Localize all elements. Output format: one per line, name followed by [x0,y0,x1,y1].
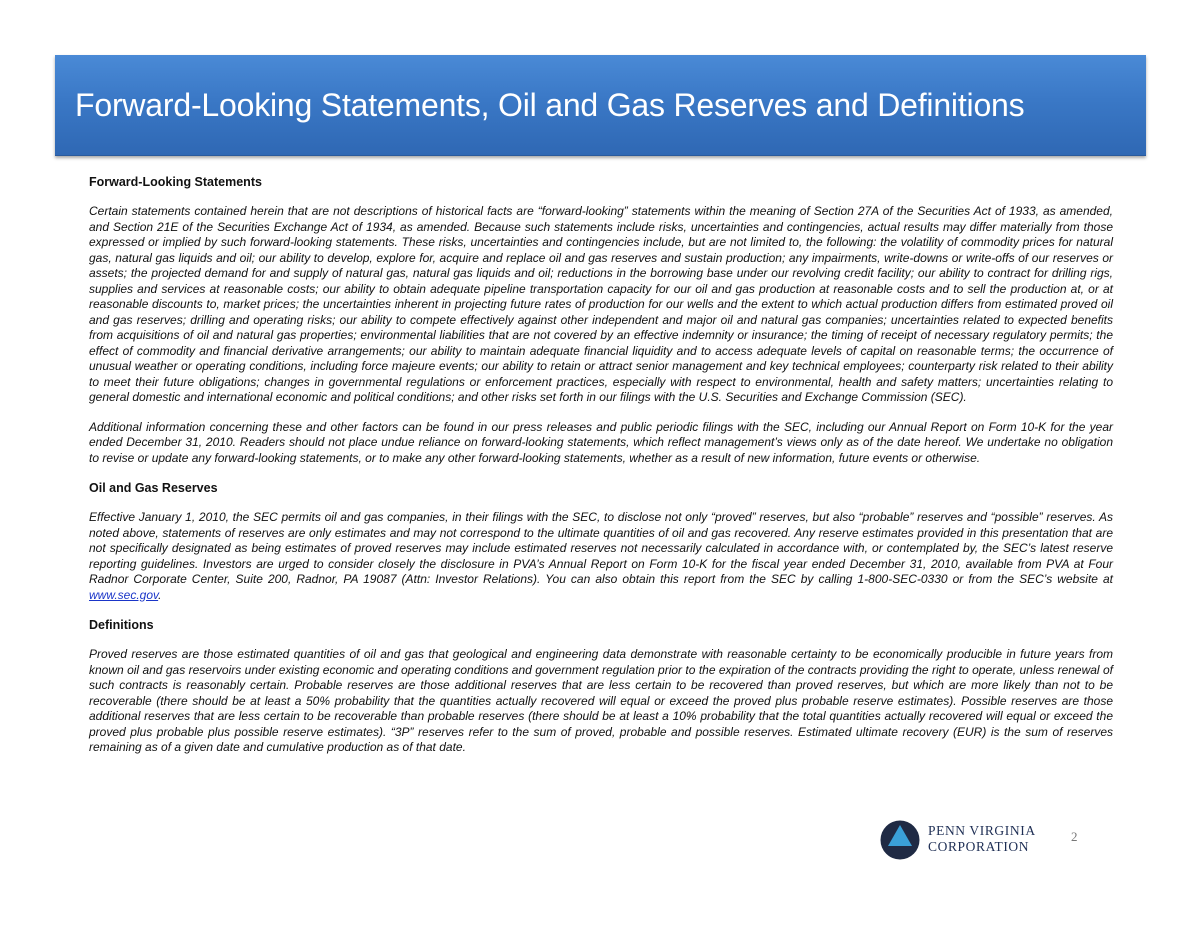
sec-website-link[interactable]: www.sec.gov [89,587,159,602]
reserves-paragraph-end: . [158,587,162,602]
penn-virginia-logo-icon [880,820,920,860]
forward-looking-paragraph-1: Certain statements contained herein that are not descriptions of historical facts are “forward-looking” statements within the meaning of Section 27A of the Securities Act of 1933, as amended, and Section 21E of the Securities Exchange Act of 1934, as amended. Because such statements include risks, uncertainties and contingencies, actual results may differ materially from those expressed or implied by such forward-looking statements. These risks, uncertainties and contingencies include, but are not limited to, the following: the volatility of commodity prices for natural gas, natural gas liquids and oil; our ability to develop, explore for, acquire and replace oil and gas reserves and sustain production; any impairments, write-downs or write-offs of our reserves or assets; the projected demand for and supply of natural gas, natural gas liquids and oil; reductions in the borrowing base under our revolving credit facility; our ability to contract for drilling rigs, supplies and services at reasonable costs; our ability to obtain adequate pipeline transportation capacity for our oil and gas production at reasonable costs and to sell the production at, or at reasonable discounts to, market prices; the uncertainties inherent in projecting future rates of production for our wells and the extent to which actual production differs from estimated proved oil and gas reserves; drilling and operating risks; our ability to compete effectively against other independent and major oil and natural gas companies; uncertainties related to expected benefits from acquisitions of oil and natural gas properties; environmental liabilities that are not covered by an effective indemnity or insurance; the timing of receipt of necessary regulatory permits; the effect of commodity and financial derivative arrangements; our ability to maintain adequate financial liquidity and to access adequate levels of capital on reasonable terms; the occurrence of unusual weather or operating conditions, including force majeure events; our ability to retain or attract senior management and key technical employees; counterparty risk related to their ability to meet their future obligations; changes in governmental regulations or enforcement practices, especially with respect to environmental, health and safety matters; uncertainties relating to general domestic and international economic and political conditions; and other risks set forth in our filings with the U.S. Securities and Exchange Commission (SEC). [89,204,1113,404]
section-heading-forward-looking: Forward-Looking Statements [89,175,262,189]
title-banner [55,55,1146,156]
forward-looking-paragraph-2: Additional information concerning these and other factors can be found in our press releases and public periodic filings with the SEC, including our Annual Report on Form 10-K for the year ended December 31, 2010. Readers should not place undue reliance on forward-looking statements, which reflect management’s views only as of the date hereof. We undertake no obligation to revise or update any forward-looking statements, or to make any other forward-looking statements, whether as a result of new information, future events or otherwise. [89,419,1113,465]
reserves-paragraph-text: Effective January 1, 2010, the SEC permits oil and gas companies, in their filings with the SEC, to disclose not only “proved” reserves, but also “probable” reserves and “possible” reserves. As noted above, statements of reserves are only estimates and may not correspond to the ultimate quantities of oil and gas recovered. Any reserve estimates provided in this presentation that are not specifically designated as being estimates of proved reserves may include estimated reserves not necessarily calculated in accordance with, or contemplated by, the SEC’s latest reserve reporting guidelines. Investors are urged to consider closely the disclosure in PVA’s Annual Report on Form 10-K for the fiscal year ended December 31, 2010, available from PVA at Four Radnor Corporate Center, Suite 200, Radnor, PA 19087 (Attn: Investor Relations). You can also obtain this report from the SEC by calling 1-800-SEC-0330 or from the SEC’s website at [89,510,1113,586]
page-title: Forward-Looking Statements, Oil and Gas Reserves and Definitions [75,87,1025,123]
company-logo [880,820,1060,862]
section-heading-reserves: Oil and Gas Reserves [89,481,218,495]
reserves-paragraph [89,510,1113,603]
section-definitions [89,617,1113,756]
section-oil-gas-reserves [89,480,1113,603]
section-forward-looking [89,174,1113,466]
logo-text-line-2: CORPORATION [928,839,1030,854]
logo-text-line-1: PENN VIRGINIA [928,823,1036,838]
section-heading-definitions: Definitions [89,618,154,632]
page-number: 2 [1071,829,1078,844]
definitions-paragraph: Proved reserves are those estimated quantities of oil and gas that geological and engineering data demonstrate with reasonable certainty to be economically producible in future years from known oil and gas reservoirs under existing economic and operating conditions and government regulation prior to the expiration of the contracts providing the right to operate, unless renewal of such contracts is reasonably certain. Probable reserves are those additional reserves that are less certain to be recovered than proved reserves, but which are more likely than not to be recoverable (there should be at least a 50% probability that the quantities actually recovered will equal or exceed the proved plus probable reserve estimates). Possible reserves are those additional reserves that are less certain to be recoverable than probable reserves (there should be at least a 10% probability that the total quantities actually recovered will equal or exceed the proved plus probable plus possible reserve estimates). “3P” reserves refer to the sum of proved, probable and possible reserves. Estimated ultimate recovery (EUR) is the sum of reserves remaining as of a given date and cumulative production as of that date. [89,647,1113,754]
slide-body [89,174,1113,770]
